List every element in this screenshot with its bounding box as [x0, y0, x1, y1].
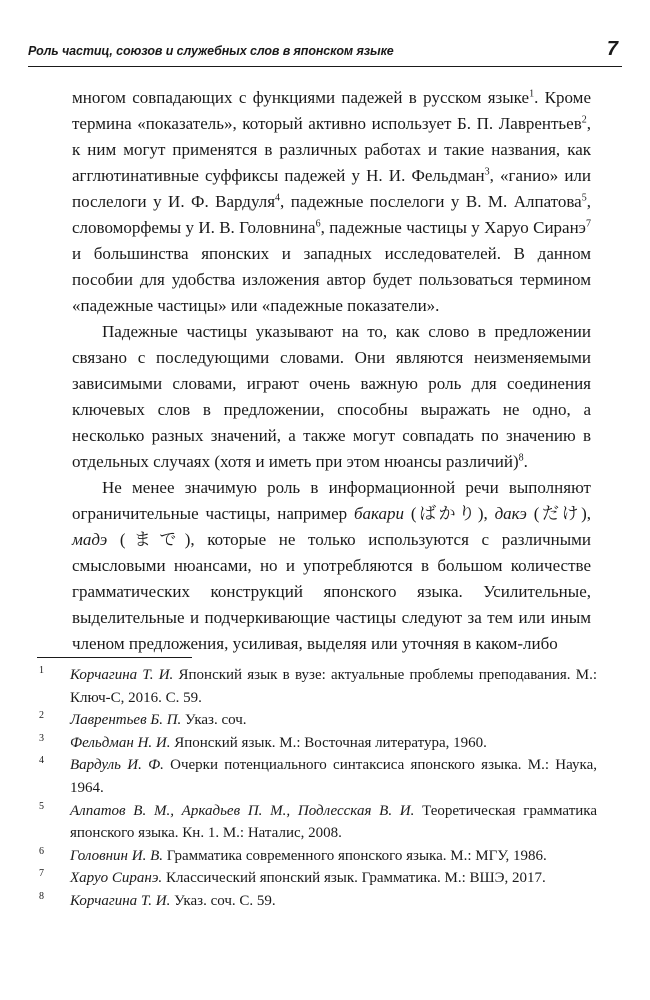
- footnote-number: 5: [39, 800, 44, 812]
- footnote-author: Фельдман Н. И.: [70, 734, 171, 751]
- text-run: . Кроме термина «показатель», который активно использует Б. П. Лаврентьев: [72, 88, 591, 133]
- text-run: и большинства японских и западных исследователей. В данном пособии для удобства изложения автор будет пользоваться термином «падежные частицы» или «падежные показатели».: [72, 244, 591, 315]
- body-text: [72, 85, 591, 657]
- text-run: .: [523, 452, 528, 471]
- footnote-6: [37, 845, 597, 868]
- paragraph-1: [72, 85, 591, 319]
- footnote-ref-3: 3: [484, 166, 490, 178]
- paragraph-2: [72, 319, 591, 475]
- footnote-number: 3: [39, 732, 44, 744]
- footnote-separator: [37, 657, 192, 658]
- page-number: 7: [606, 38, 618, 60]
- text-run: , словоморфемы у И. В. Головнина: [72, 192, 591, 237]
- running-title: Роль частиц, союзов и служебных слов в японском языке: [28, 44, 394, 58]
- footnote-author: Вардуль И. Ф.: [70, 757, 164, 774]
- footnote-2: [37, 709, 597, 732]
- term-bakari: бакари: [353, 504, 405, 523]
- footnote-text: Очерки потенциального синтаксиса японского языка. М.: Наука, 1964.: [70, 757, 598, 796]
- text-run: Не менее значимую роль в информационной речи выполняют ограничительные частицы, например: [72, 478, 591, 523]
- footnote-number: 4: [39, 755, 44, 767]
- paragraph-3: [72, 475, 591, 657]
- footnote-ref-4: 4: [275, 192, 281, 204]
- footnote-number: 1: [39, 665, 44, 676]
- text-run: Падежные частицы указывают на то, как слово в предложении связано с последующими словами. Они являются неизменяемыми зависимыми словами, играют очень важную роль для соединения ключевых слов в предложении, способны выражать не одно, а несколько разных значений, а также могут совпадать по значению в отдельных случаях (хотя и иметь при этом нюансы различий): [72, 322, 591, 471]
- footnote-number: 2: [39, 710, 44, 722]
- footnote-7: [37, 867, 597, 890]
- text-run: , «ганио» или послелоги у И. Ф. Вардуля: [72, 166, 591, 211]
- footnote-text: Указ. соч. С. 59.: [170, 892, 276, 909]
- running-head: [28, 36, 622, 67]
- footnote-3: [37, 732, 597, 755]
- footnote-1: [37, 664, 597, 709]
- footnote-author: Корчагина Т. И.: [70, 667, 174, 683]
- footnote-text: Японский язык в вузе: актуальные проблемы преподавания. М.: Ключ-С, 2016. С. 59.: [70, 667, 597, 706]
- footnote-text: Указ. соч.: [181, 712, 247, 729]
- footnote-text: Классический японский язык. Грамматика. М.: ВШЭ, 2017.: [162, 870, 546, 887]
- footnote-number: 7: [39, 868, 44, 880]
- text-run: , падежные послелоги у В. М. Алпатова: [280, 192, 582, 211]
- footnotes: [37, 664, 597, 913]
- footnote-5: [37, 800, 597, 845]
- footnote-text: Грамматика современного японского языка. М.: МГУ, 1986.: [163, 847, 547, 864]
- footnote-text: Японский язык. М.: Восточная литература, 1960.: [170, 734, 487, 751]
- footnote-ref-6: 6: [315, 218, 321, 230]
- text-run: многом совпадающих с функциями падежей в русском языке: [72, 88, 530, 107]
- text-run: (まで), которые не только используются с различными смысловыми нюансами, но и употребляются в большом количестве грамматических конструкций японского языка. Усилительные, выделительные и подчеркивающие частицы следуют за тем или иным членом предложения, усиливая, выделяя или уточняя в каком-либо: [72, 530, 591, 653]
- footnote-ref-7: 7: [585, 218, 591, 230]
- footnote-ref-2: 2: [581, 114, 587, 126]
- text-run: , к ним могут применятся в различных работах и такие названия, как агглютинативные суффиксы падежей у Н. И. Фельдман: [72, 114, 591, 185]
- footnote-8: [37, 890, 597, 913]
- footnote-author: Корчагина Т. И.: [70, 892, 171, 909]
- footnote-number: 8: [39, 890, 44, 902]
- footnote-author: Головнин И. В.: [70, 847, 163, 864]
- term-made: мадэ: [72, 530, 108, 549]
- term-dake: дакэ: [494, 504, 527, 523]
- footnote-ref-5: 5: [581, 192, 587, 204]
- footnote-ref-8: 8: [518, 452, 524, 464]
- text-run: (だけ),: [526, 504, 591, 523]
- footnote-author: Харуо Сиранэ.: [70, 870, 163, 887]
- footnote-4: [37, 754, 597, 799]
- footnote-number: 6: [39, 845, 44, 857]
- footnote-author: Лаврентьев Б. П.: [70, 712, 182, 729]
- footnote-author: Алпатов В. М., Аркадьев П. М., Подлесская В. И.: [70, 802, 415, 819]
- footnote-ref-1: 1: [529, 88, 535, 100]
- footnote-text: Теоретическая грамматика японского языка. Кн. 1. М.: Наталис, 2008.: [70, 802, 597, 842]
- text-run: , падежные частицы у Харуо Сиранэ: [320, 218, 586, 237]
- text-run: (ばかり),: [404, 504, 495, 523]
